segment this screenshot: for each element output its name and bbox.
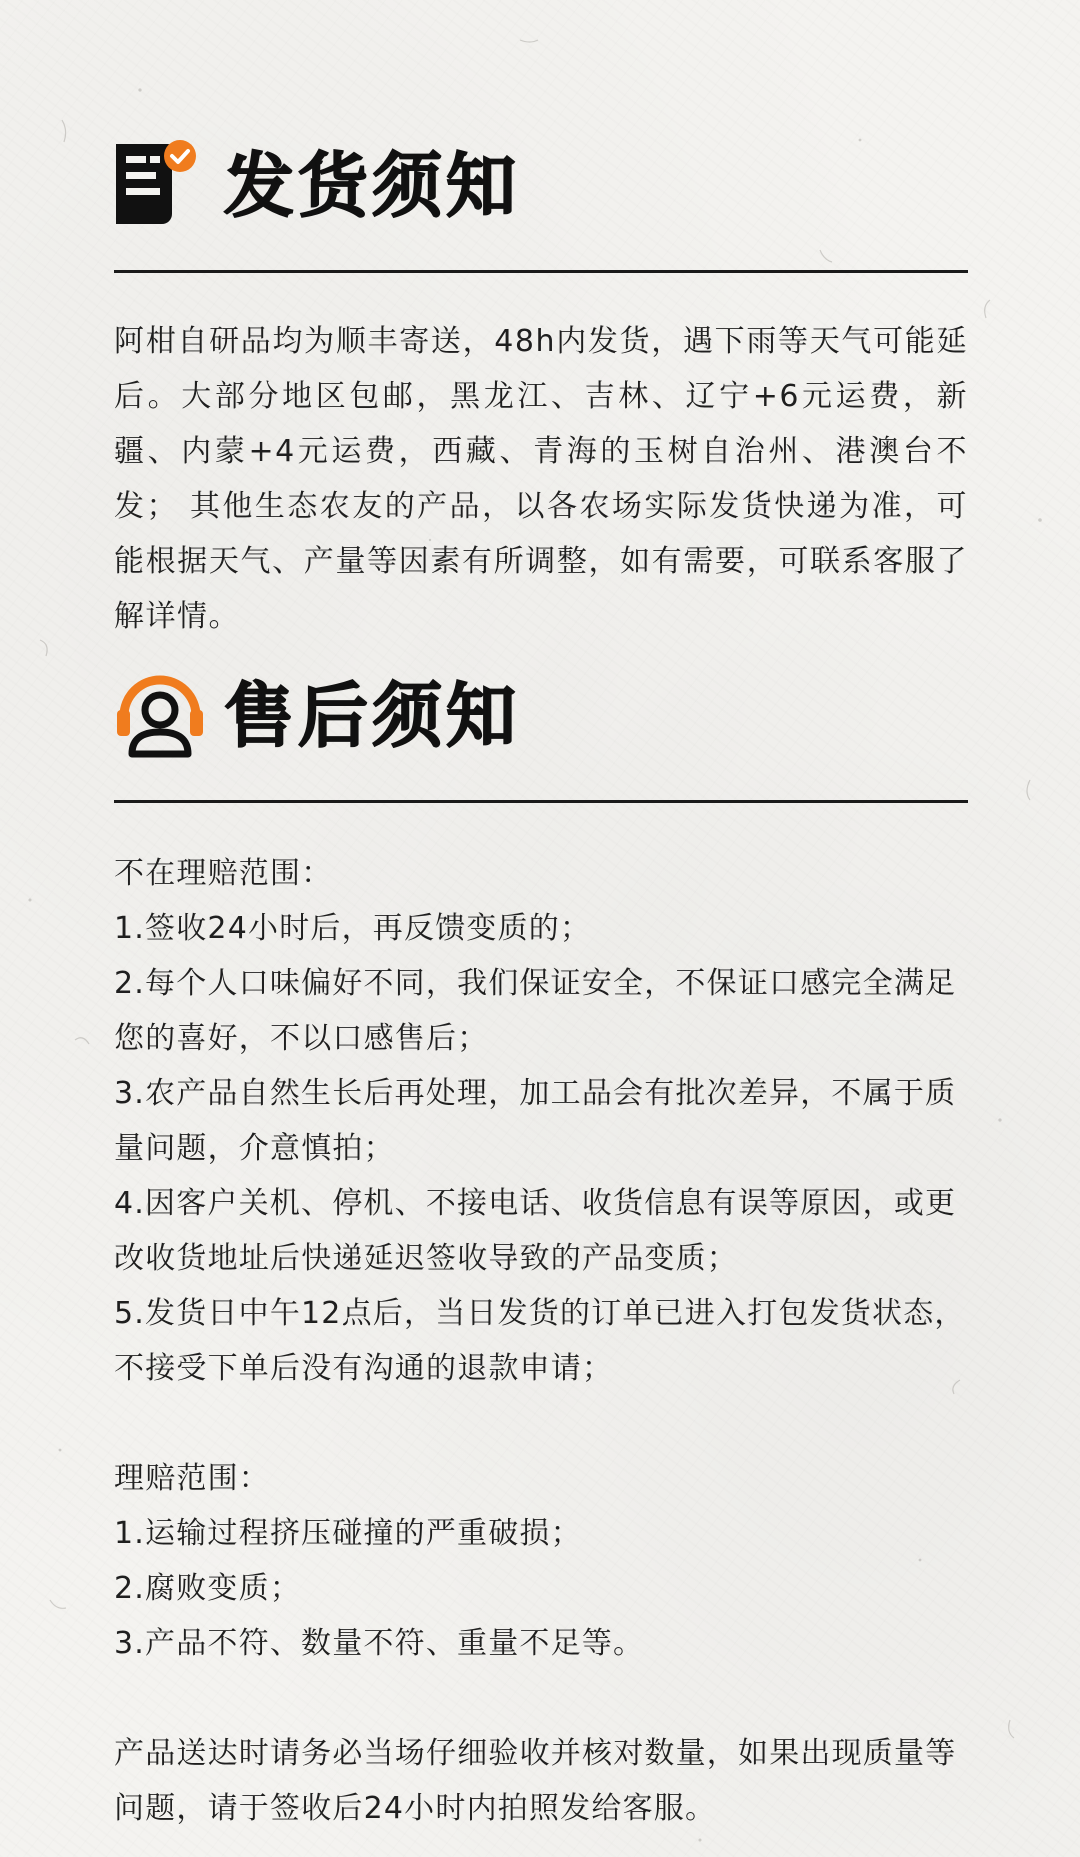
after-sales-heading <box>114 668 968 778</box>
shipping-checklist-icon <box>114 138 206 230</box>
covered-item-2: 2.腐败变质； <box>114 1571 302 1606</box>
shipping-heading <box>114 138 968 248</box>
spacer <box>114 1671 968 1726</box>
covered-item-3: 3.产品不符、数量不符、重量不足等。 <box>114 1626 645 1661</box>
covered-heading: 理赔范围： <box>114 1461 270 1496</box>
shipping-section <box>114 138 968 634</box>
not-covered-heading: 不在理赔范围： <box>114 856 333 891</box>
after-sales-section <box>114 668 968 1826</box>
after-sales-content <box>114 846 968 1836</box>
shipping-body: 阿柑自研品均为顺丰寄送，48h内发货，遇下雨等天气可能延后。大部分地区包邮，黑龙江、吉林、辽宁+6元运费，新疆、内蒙+4元运费，西藏、青海的玉树自治州、港澳台不发； 其他生态农友的产品，以各农场实际发货快递为准，可能根据天气、产量等因素有所调整，如有需要，可联系客服了解详情。 <box>114 324 968 634</box>
closing-note: 产品送达时请务必当场仔细验收并核对数量，如果出现质量等问题，请于签收后24小时内拍照发给客服。 <box>114 1736 957 1826</box>
shipping-title: 发货须知 <box>224 145 520 227</box>
after-sales-divider <box>114 800 968 803</box>
covered-item-1: 1.运输过程挤压碰撞的严重破损； <box>114 1516 582 1551</box>
not-covered-item-2: 2.每个人口味偏好不同，我们保证安全，不保证口感完全满足您的喜好，不以口感售后； <box>114 966 957 1056</box>
not-covered-item-4: 4.因客户关机、停机、不接电话、收货信息有误等原因，或更改收货地址后快递延迟签收导致的产品变质； <box>114 1186 957 1276</box>
after-sales-title: 售后须知 <box>224 675 520 757</box>
not-covered-item-3: 3.农产品自然生长后再处理，加工品会有批次差异，不属于质量问题，介意慎拍； <box>114 1076 957 1166</box>
not-covered-item-5: 5.发货日中午12点后，当日发货的订单已进入打包发货状态，不接受下单后没有沟通的退款申请； <box>114 1296 966 1386</box>
spacer <box>114 1396 968 1451</box>
not-covered-item-1: 1.签收24小时后，再反馈变质的； <box>114 911 592 946</box>
shipping-divider <box>114 270 968 273</box>
customer-service-headset-icon <box>114 668 206 760</box>
